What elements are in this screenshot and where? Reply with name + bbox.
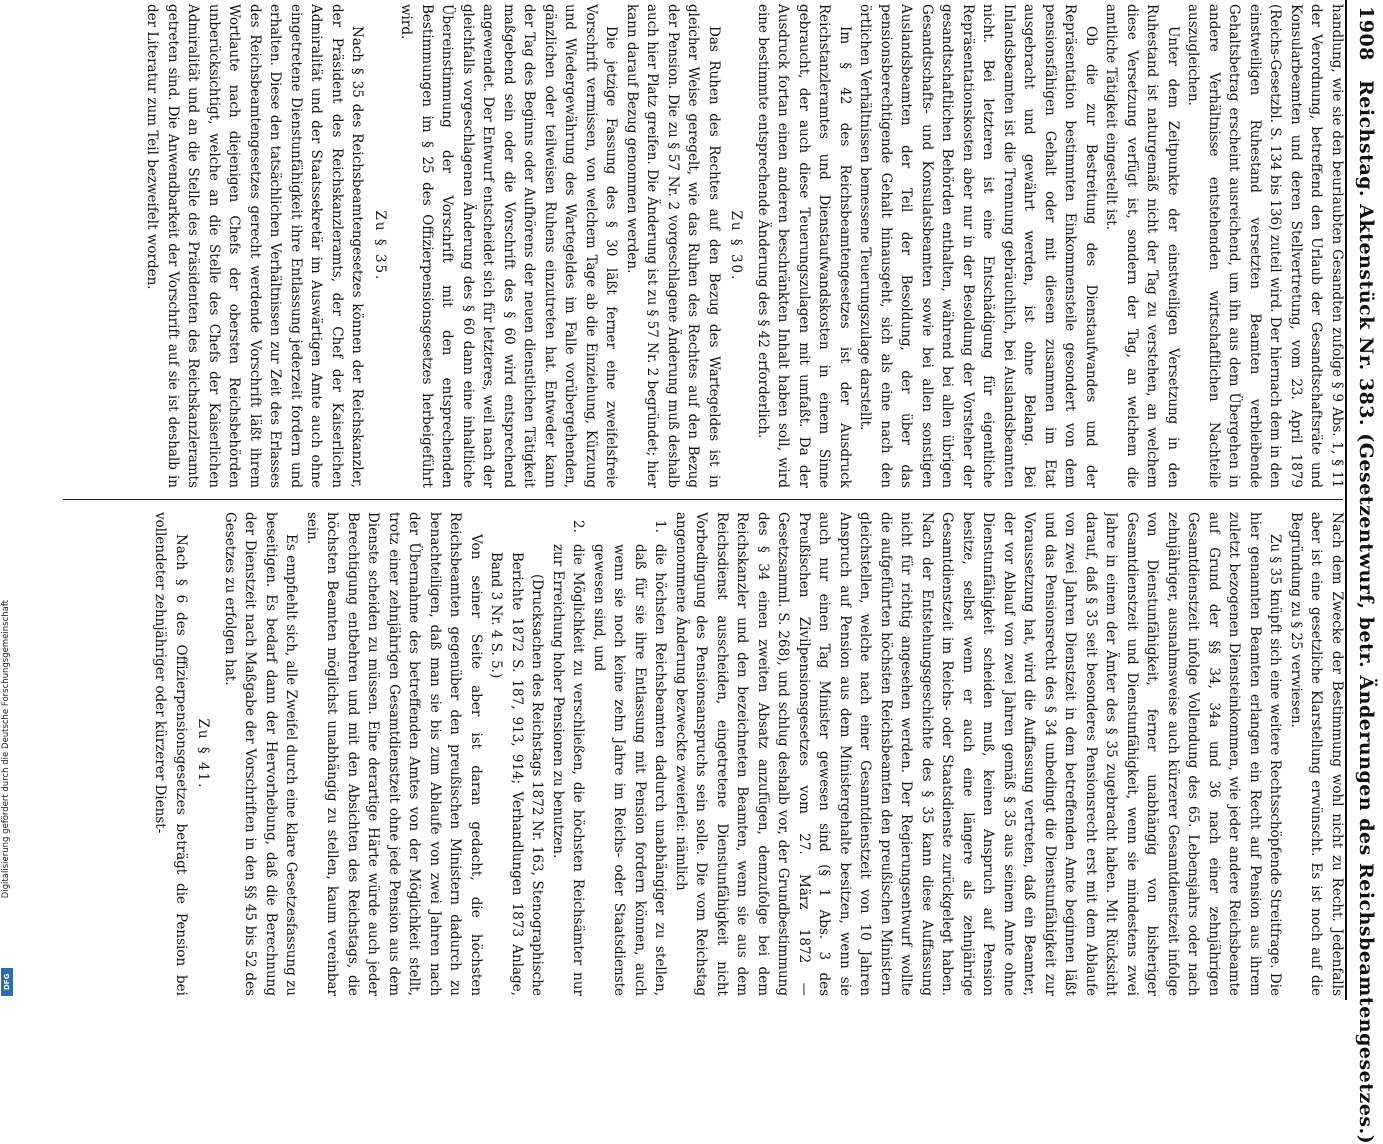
list-item: 1. die höchsten Reichsbeamten dadurch unabhängiger zu stellen, daß für sie ihre Entlassung mit Pension fordern können, auch wenn sie noch keine zehn Jahre im Reichs- oder Staatsdienste gewesen sind, und — [591, 520, 669, 996]
paragraph: Ob die zur Bestreitung des Dienstaufwandes und der Repräsentation bestimmten Einkommensteile gesondert von dem pensionsfähigen Gehalt oder mit diesem zusammen im Etat ausgebracht und gewährt werden, ist ohne Belang. Bei Inlandsbeamten ist die Trennung gebräuchlich, bei Auslandsbeamten nicht. Bei letzteren ist eine Entschädigung für eigentliche Repräsentationskosten aber nur in der Besoldung der Vorsteher der gesandtschaftlichen Behörden enthalten, während bei allen übrigen Gesandtschafts- und Konsulatsbeamten sowie bei allen sonstigen Auslandsbeamten der Teil der Besoldung, der über das pensionsberechtigende Gehalt hinausgeht, sich als eine nach den örtlichen Verhältnissen bemessene Teuerungszulage darstellt. — [857, 4, 1099, 488]
paragraph: Das Ruhen des Rechtes auf den Bezug des Wartegeldes ist in gleicher Weise geregelt, wie das Ruhen des Rechtes auf den Bezug der Pension. Die zu § 57 Nr. 2 vorgeschlagene Änderung muß deshalb auch hier Platz greifen. Die Änderung ist zu § 57 Nr. 2 begründet; hier kann darauf Bezug genommen werden. — [624, 4, 722, 488]
paragraph: Von seiner Seite aber ist daran gedacht, die höchsten Reichsbeamten gegenüber den preußischen Ministern dadurch zu benachteiligen, daß man sie bis zum Ablaufe von zwei Jahren nach der Übernahme des betreffenden Amtes von der Möglichkeit stellt, trotz einer zehnjährigen Gesamtdienstzeit ohne jede Pension aus dem Dienste scheiden zu müssen. Eine derartige Härte würde auch jeder Berechtigung entbehren und mit den Absichten des Reichstags, die höchsten Beamten möglichst unabhängig zu stellen, kaum vereinbar sein. — [304, 512, 484, 996]
right-column — [57, 512, 1347, 996]
section-heading: Zu § 35. — [372, 210, 388, 282]
paragraph: Im § 42 des Reichsbeamtengesetzes ist der Ausdruck Reichstanzleramtes und Dienstaufwandskosten in einem Sinne gebraucht, der auch diese Teuerungszulagen mit umfaßt. Da der Ausdruck fortan einen anderen beschränkten Inhalt haben soll, wird eine bestimmte entsprechende Änderung des § 42 erforderlich. — [755, 4, 853, 488]
paragraph: Es empfiehlt sich, alle Zweifel durch eine klare Gesetzesfassung zu beseitigen. Es bedarf dann der Hervorhebung, daß die Berechnung der Dienstzeit nach Maßgabe der Vorschriften in den §§ 45 bis 52 des Gesetzes zu erfolgen hat. — [222, 512, 300, 996]
citation: (Drucksachen des Reichstags 1872 Nr. 163, Stenographische Berichte 1872 S. 187, 913, 914; Verhandlungen 1873 Anlage, Band 3 Nr. 4 S. 5.) — [488, 552, 546, 996]
paragraph: Die jetzige Fassung des § 30 läßt ferner eine zweifelsfreie Vorschrift vermissen, von welchem Tage ab die Einziehung, Kürzung und Wiedergewährung des Wartegeldes im Falle vorübergehenden, gänzlichen oder teilweisen Ruhens einzutreten hat. Entweder kann der Tag des Beginns oder Aufhörens der neuen dienstlichen Tätigkeit maßgebend sein oder die Vorschrift des § 60 wird entsprechend angewendet. Der Entwurf entscheidet sich für letzteres, weil nach der gleichfalls vorgeschlagenen Änderung des § 60 dann eine inhaltliche Übereinstimmung der Vorschrift mit den entsprechenden Bestimmungen im § 25 des Offizierpensionsgesetzes herbeigeführt wird. — [398, 4, 620, 488]
paragraph: Zu § 35 knüpft sich eine weitere Rechtsschöpfende Streitfrage. Die hier genannten Beamten erlangen ein Recht auf Pension aus ihrem zuletzt bezogenen Diensteinkommen, wie jeder andere Reichsbeamte auf Grund der §§ 34, 34a und 36 nach einer zehnjährigen Gesamtdienstzeit infolge Vollendung des 65. Lebensjahrs oder nach zehnjähriger, ausnahmsweise auch kürzerer Gesamtdienstzeit infolge von Dienstunfähigkeit, ferner unabhängig von bisheriger Gesamtdienstzeit und Dienstunfähigkeit, wenn sie mindestens zwei Jahre in einem der Ämter des § 35 zugebracht haben. Mit Rücksicht darauf, daß § 35 seit besonderes Pensionsrecht erst mit dem Ablaufe von zwei Jahren Dienstzeit in dem betreffenden Amte beginnen läßt und das Pensionsrecht des § 34 unbedingt die Dienstunfähigkeit zur Voraussetzung hat, wird die Auffassung vertreten, daß ein Beamter, der vor Ablauf von zwei Jahren gemäß § 35 aus seinem Amte ohne Dienstunfähigkeit scheiden muß, keinen Anspruch auf Pension besitze, selbst wenn er auch eine längere als zehnjährige Gesamtdienstzeit im Reichs- oder Staatsdienste zurückgelegt haben. Nach der Entstehungsgeschichte des § 35 kann diese Auffassung nicht für richtig angesehen werden. Der Regierungsentwurf wollte die aufgeführten höchsten Reichsbeamten den preußischen Ministern gleichstellen, welche nach einer Gesamtdienstzeit von 10 Jahren Anspruch auf Pension aus dem Ministergehalte besitzen, wenn sie auch nur einen Tag Minister gewesen sind (§ 1 Abs. 3 des Preußischen Zivilpensionsgesetzes vom 27. März 1872 — Gesetzsamml. S. 268), und schlug deshalb vor, der Grundbestimmung des § 34 einen zweiten Absatz anzufügen, demzufolge bei dem Reichskanzler und den bezeichneten Beamten, wenn sie aus dem Reichsdienst ausscheiden, eingetretene Dienstunfähigkeit nicht Vorbedingung des Pensionsanspruchs sein solle. Die vom Reichstag angenommene Änderung bezweckte zweierlei: nämlich — [673, 512, 1284, 996]
section-heading: Zu § 41. — [195, 718, 212, 790]
digitization-sidebar — [0, 0, 14, 1000]
paragraph: handlung, wie sie den beurlaubten Gesandten zufolge § 9 Abs. 1, § 11 der Verordnung, betreffend den Urlaub der Gesandtschaftsräte und Konsularbeamten und deren Stellvertretung, vom 23. April 1879 (Reichs-Gesetzbl. S. 134 bis 136) zuteil wird. Der hiernach dem in den einstweiligen Ruhestand versetzten Beamten verbleibende Gehaltsbetrag erscheint ausreichend, um ihn aus dem Übergehen in andere Verhältnisse entstehenden wirtschaftlichen Nachteile auszugleichen. — [1185, 4, 1345, 488]
paragraph: Nach § 35 des Reichsbeamtengesetzes können der Reichskanzler, der Präsident des Reichskanzleramts, der Chef der Kaiserlichen Admiralität und der Staatssekretär im Auswärtigen Amte auch ohne eingetretene Dienstunfähigkeit ihre Entlassung jederzeit fordern und erhalten. Diese den tatsächlichen Verhältnissen zur Zeit des Erlasses des Reichsbeamtengesetzes gerecht werdende Vorschrift läßt ihrem Wortlaute nach diejenigen Chefs der obersten Reichsbehörden unberücksichtigt, welche an die Stelle des Chefs der Kaiserlichen Admiralität und an die Stelle des Präsidenten des Reichskanzleramts getreten sind. Die Anwendbarkeit der Vorschrift auf sie ist deshalb in der Literatur zum Teil bezweifelt worden. — [144, 4, 366, 488]
dfg-logo-icon: DFG — [1, 968, 13, 996]
left-column — [57, 4, 1347, 488]
page-header — [1347, 0, 1381, 1144]
paragraph: Nach § 6 des Offizierpensionsgesetzes beträgt die Pension bei vollendeter zehnjähriger oder kürzerer Dienst- — [152, 512, 189, 996]
section-heading: Zu § 30. — [728, 210, 745, 282]
list-item: 2. die Möglichkeit zu verschließen, die höchsten Reichsämter nur zur Erreichung hoher Pensionen zu benutzen. — [550, 520, 587, 996]
column-divider — [63, 499, 1343, 500]
running-title: Reichstag. Aktenstück Nr. 383. (Gesetzentwurf, betr. Änderungen des Reichsbeamtengesetzes.) — [1355, 80, 1377, 1144]
page-number: 1908 — [1355, 6, 1377, 61]
paragraph: Unter dem Zeitpunkte der einstweiligen Versetzung in den Ruhestand ist naturgemäß nicht der Tag zu verstehen, an welchem diese Versetzung verfügt ist, sondern der Tag, an welchem die amtliche Tätigkeit eingestellt ist. — [1103, 4, 1181, 488]
digitization-note: Digitalisierung gefördert durch die Deutsche Forschungsgemeinschaft — [1, 600, 11, 899]
paragraph: Nach dem Zwecke der Bestimmung wohl nicht zu Recht. Jedenfalls aber ist eine gesetzliche Klarstellung erwünscht. Es ist noch auf die Begründung zu § 25 verwiesen. — [1288, 512, 1345, 996]
numbered-list — [548, 520, 671, 996]
